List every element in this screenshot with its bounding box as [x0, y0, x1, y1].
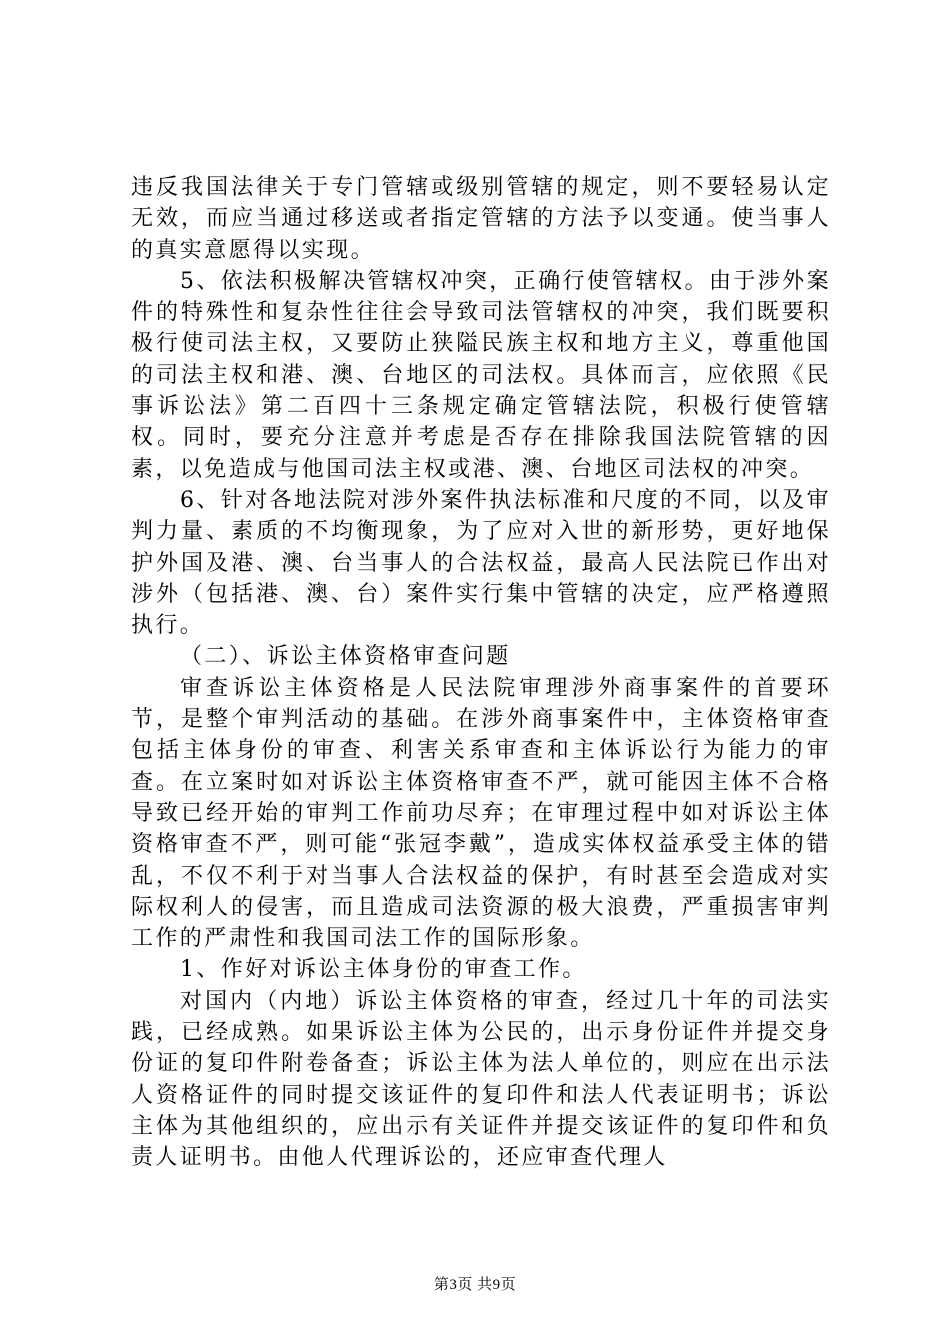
page-number-footer: 第3页 共9页 — [433, 1277, 517, 1293]
paragraph: 对国内（内地）诉讼主体资格的审查，经过几十年的司法实践，已经成熟。如果诉讼主体为公民的，出示身份证件并提交身份证的复印件附卷备查；诉讼主体为法人单位的，则应在出示法人资格证件的同时提交该证件的复印件和法人代表证明书；诉讼主体为其他组织的，应出示有关证件并提交该证件的复印件和负责人证明书。由他人代理诉讼的，还应审查代理人 — [131, 988, 831, 1171]
subsection-heading: 1、作好对诉讼主体身份的审查工作。 — [180, 957, 587, 983]
paragraph: 审查诉讼主体资格是人民法院审理涉外商事案件的首要环节，是整个审判活动的基础。在涉外商事案件中，主体资格审查包括主体身份的审查、利害关系审查和主体诉讼行为能力的审查。在立案时如对诉讼主体资格审查不严，就可能因主体不合格导致已经开始的审判工作前功尽弃；在审理过程中如对诉讼主体资格审查不严，则可能“张冠李戴”，造成实体权益承受主体的错乱，不仅不利于对当事人合法权益的保护，有时甚至会造成对实际权利人的侵害，而且造成司法资源的极大浪费，严重损害审判工作的严肃性和我国司法工作的国际形象。 — [131, 675, 831, 952]
paragraph: 5、依法积极解决管辖权冲突，正确行使管辖权。由于涉外案件的特殊性和复杂性往往会导致司法管辖权的冲突，我们既要积极行使司法主权，又要防止狭隘民族主权和地方主义，尊重他国的司法主权和港、澳、台地区的司法权。具体而言，应依照《民事诉讼法》第二百四十三条规定确定管辖法院，积极行使管辖权。同时，要充分注意并考虑是否存在排除我国法院管辖的因素，以免造成与他国司法主权或港、澳、台地区司法权的冲突。 — [131, 268, 831, 482]
paragraph: 违反我国法律关于专门管辖或级别管辖的规定，则不要轻易认定无效，而应当通过移送或者指定管辖的方法予以变通。使当事人的真实意愿得以实现。 — [131, 175, 831, 263]
document-body — [131, 172, 831, 1174]
section-heading: （二）、诉讼主体资格审查问题 — [180, 644, 511, 670]
paragraph: 6、针对各地法院对涉外案件执法标准和尺度的不同，以及审判力量、素质的不均衡现象，为了应对入世的新形势，更好地保护外国及港、澳、台当事人的合法权益，最高人民法院已作出对涉外（包括港、澳、台）案件实行集中管辖的决定，应严格遵照执行。 — [131, 487, 831, 639]
